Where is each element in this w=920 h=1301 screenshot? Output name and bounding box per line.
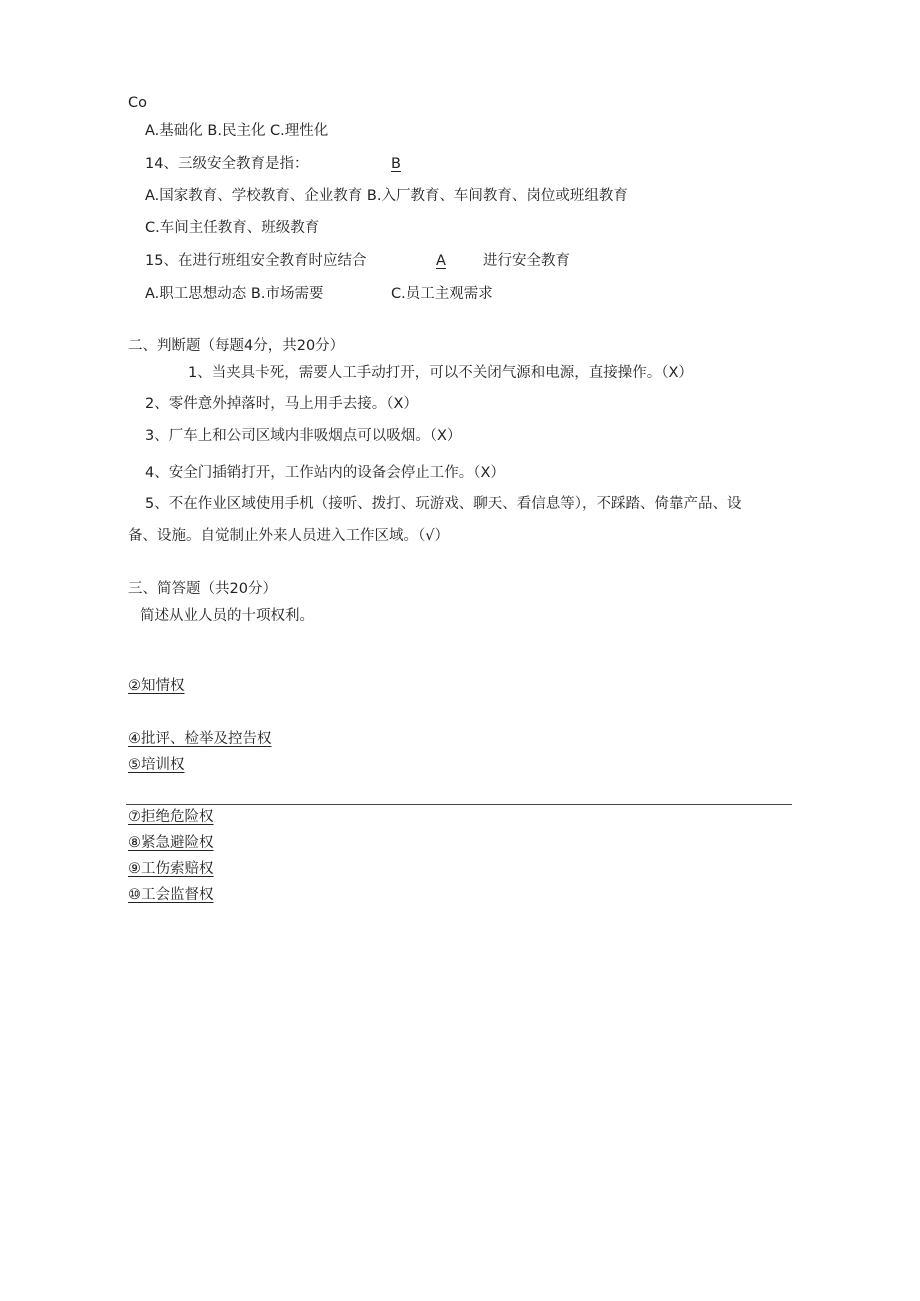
q14-stem: 14、三级安全教育是指： bbox=[145, 156, 309, 172]
q15-stem-before: 15、在进行班组安全教育时应结合 bbox=[145, 253, 367, 269]
answer-right-to-know: ②知情权 bbox=[128, 678, 185, 694]
q14-options-line2: C.车间主任教育、班级教育 bbox=[145, 220, 320, 236]
answer-union-supervision-right: ⑩工会监督权 bbox=[128, 887, 214, 903]
answer-right-to-criticize: ④批评、检举及控告权 bbox=[128, 731, 272, 747]
answer-right-to-emergency-escape: ⑧紧急避险权 bbox=[128, 835, 214, 851]
q14-options-line1: A.国家教育、学校教育、企业教育 B.入厂教育、车间教育、岗位或班组教育 bbox=[145, 188, 628, 204]
answer-right-to-refuse-danger: ⑦拒绝危险权 bbox=[128, 809, 214, 825]
answer-right-to-training: ⑤培训权 bbox=[128, 757, 185, 773]
judgment-item-3: 3、厂车上和公司区域内非吸烟点可以吸烟。（X） bbox=[145, 428, 462, 444]
judgment-item-5: 5、不在作业区域使用手机（接听、拨打、玩游戏、聊天、看信息等），不踩踏、倚靠产品、设 bbox=[145, 496, 742, 512]
judgment-item-5-continuation: 备、设施。自觉制止外来人员进入工作区域。（√） bbox=[128, 528, 449, 544]
answer-right-to-injury-compensation: ⑨工伤索赔权 bbox=[128, 861, 214, 877]
q13-options: A.基础化 B.民主化 C.理性化 bbox=[145, 123, 329, 139]
answer-blank-line bbox=[126, 804, 792, 805]
q14-answer: B bbox=[391, 156, 401, 172]
judgment-item-1: 1、当夹具卡死，需要人工手动打开，可以不关闭气源和电源，直接操作。（X） bbox=[188, 365, 693, 381]
short-answer-question: 简述从业人员的十项权利。 bbox=[140, 608, 314, 624]
judgment-heading: 二、判断题（每题4分，共20分） bbox=[128, 338, 345, 354]
previous-answer-tail: Co bbox=[128, 95, 147, 111]
judgment-item-2: 2、零件意外掉落时，马上用手去接。（X） bbox=[145, 396, 418, 412]
judgment-item-4: 4、安全门插销打开，工作站内的设备会停止工作。（X） bbox=[145, 465, 505, 481]
q15-answer: A bbox=[436, 253, 446, 269]
q15-option-c: C.员工主观需求 bbox=[391, 286, 493, 302]
q15-stem-after: 进行安全教育 bbox=[483, 253, 570, 269]
short-answer-heading: 三、简答题（共20分） bbox=[128, 581, 277, 597]
q15-option-ab: A.职工思想动态 B.市场需要 bbox=[145, 286, 324, 302]
